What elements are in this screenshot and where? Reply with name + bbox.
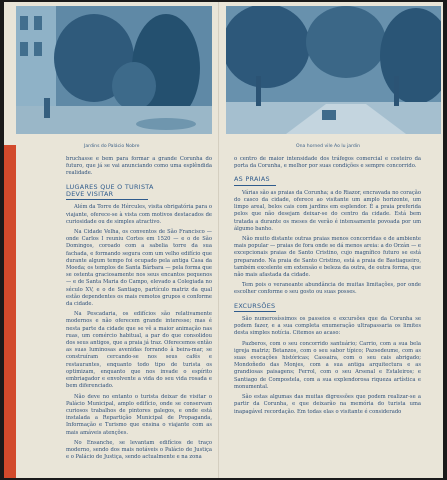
left-paragraph: Na Cidade Velha, os conventos de São Francisco — onde Carlos I reuniu Cortes em 1520 — e o de São Domingos, coroado com a sabelia torre da sua fachada, e formando segura com um velho edifício que durante algum tempo foi ocupado pela antiga Casa da Moeda; os templos de Santa Bárbara — pela forma que se ostenta graciosamente nos seus encantos pequenos — e de Santa Maria do Campo, elevado a Colegiada no século XV, e o de Santiago, partículo matriz da qual estão dependentes os mais remotos grupos e conforme da cidade. xyxy=(66,229,212,308)
left-column xyxy=(66,156,212,464)
red-spine-band xyxy=(4,145,16,478)
heading-excursoes-text: EXCURSÕES xyxy=(234,301,276,310)
heading-rule xyxy=(234,311,276,312)
heading-praias xyxy=(234,176,421,185)
excursoes-paragraph: Pazberos, com o seu concorrido santuário; Carrio, com a sua bela igreja matriz; Betanzos, com o seu sabor típico; Pazsedeume, com as suas evocações históricas; Cassaira, com o seu cais abrigado; Mondoñedo das Monjes, com a sua antiga arquitectura e as grandiosas paisagens; Ferrol, com o seu Arsenal e Estaleiros; e Santiago de Compostela, com a sua explendorosa riqueza artística e monumental. xyxy=(234,340,421,390)
caption-right: Ona horned vile Ao lu jardin xyxy=(296,144,360,149)
praias-paragraph: Várias são as praias da Corunha; a do Riazor, encravada no coração do casco da cidade, oferece ao visitante um amplo horizonte, um limpo areal, belos cais com jardins em esplendor. É a praia preferida pelos que não desejam deixar-se do centro da cidade. Está bem tratada a durante os meses de verão é intensamente povoada por um álgumo banho. xyxy=(234,189,421,232)
page-fold xyxy=(218,2,220,478)
heading-lugares-line1: LUGARES QUE O TURISTA xyxy=(66,182,154,191)
excursoes-paragraph: São estas algumas das muitas digressões que podem realizar-se a partir da Corunha, e que deixarão na memória do turista uma inapagável recordação. Em todas elas o visitante é considerado xyxy=(234,394,421,415)
heading-lugares xyxy=(66,184,212,201)
garden-photo-left xyxy=(16,6,212,134)
left-paragraph: No Ensanche, se levantam edifícios de traço moderno, sendo dos mais notáveis o Palácio de Justiça e o Palácio de Justiça, sendo actualmente e na zona xyxy=(66,439,212,461)
brochure-page xyxy=(4,2,443,478)
caption-left: Jardins do Palácio Nobre xyxy=(84,144,140,149)
praias-paragraph: Tem pois o veraneante abundância de muitas limitações, por onde escolher conforme o seu gosto ou suas posses. xyxy=(234,282,421,296)
heading-lugares-line2: DEVE VISITAR xyxy=(66,190,114,199)
heading-rule xyxy=(234,185,276,186)
left-paragraph: Não deve no entanto o turista deixar de visitar o Palácio Municipal, amplo edifício, onde se conservam curiosos trabalhos de pintores galegos, e onde está instalada a Repartição Municipal de Propaganda, Informação e Turismo que ensina o viajante com as mais amáveis atenções. xyxy=(66,393,212,436)
garden-photo-right xyxy=(226,6,441,134)
heading-praias-text: AS PRAIAS xyxy=(234,175,270,184)
right-intro-text: o centro de maior intensidade dos tráfegos comercial e costeiro da porta da Corunha, e melhor por suas condições e sempre concorrido. xyxy=(234,156,421,170)
heading-excursoes xyxy=(234,303,421,312)
left-intro-text: bruchasse e bem para formar a grande Corunha do futuro, que já se vai anunciando como uma esplêndida realidade. xyxy=(66,156,212,177)
garden-photo-left-image xyxy=(16,6,212,134)
left-paragraph: Na Pescadaria, os edifícios são relativamente modernos e não oferecem grande interesse; mas é nesta parte da cidade que se vê a maior animação nas ruas, um comércio habitual, a par do que consolidou dos seus antigos, que a praia já traz. Oferecemos então as suas luminosas avenidas forrando à beira-mar, se construíram cercando-se nos seus cafés e restaurantes, enquanto todo tipo de turista os optimizam, enquanto que nos invade o espírito embriagador e envolvente a vida do seu vida rosada e bem diferenciado. xyxy=(66,311,213,390)
right-column xyxy=(234,156,421,419)
garden-photo-right-image xyxy=(226,6,441,134)
praias-paragraph: Não muito distante outras praias menos concorridas e de ambiente mais popular — praias de fora onde se dá menos areia: a do Orzán — e excepcionais praias de Santo Cristino, cujo magnífico futuro se está preparando. Na praia de Santo Cristino, está a praia de Bastiagueiro, também excelente em extensão e beleza da outra, de outra forma, que não mais afastada da cidade. xyxy=(234,236,421,279)
excursoes-paragraph: São numerosíssimos os passeios e excursões que da Corunha se podem fazer, e a sua completa enumeração ultrapassaria os limites desta simples notícia. Citemos ao acaso: xyxy=(234,316,421,337)
left-paragraph: Além da Torre de Hércules, visita obrigatória para o viajante, oferece-se à vista com motivos destacados de curiosidade ou de simples atractivo. xyxy=(66,204,212,225)
heading-rule xyxy=(66,199,148,200)
